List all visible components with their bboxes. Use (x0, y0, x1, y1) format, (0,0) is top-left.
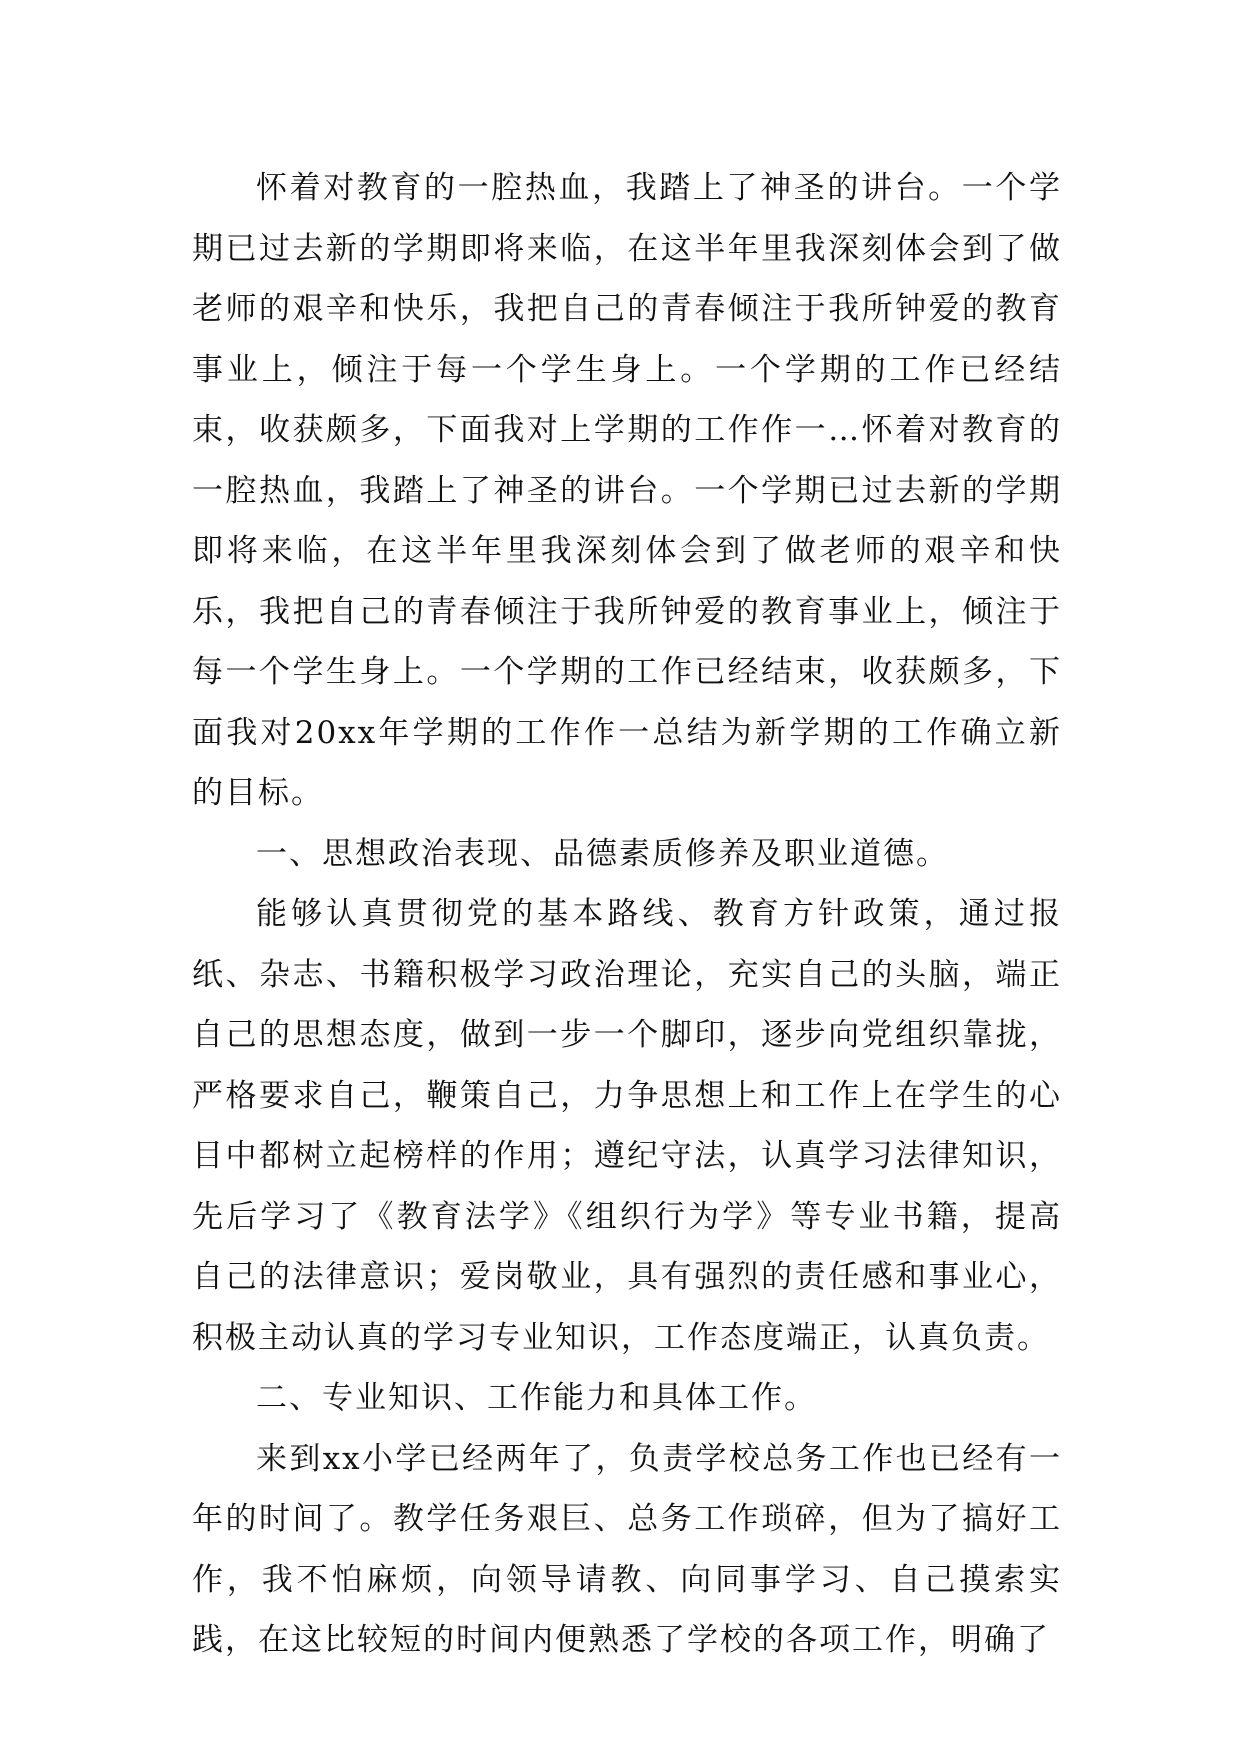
section-heading-1: 一、思想政治表现、品德素质修养及职业道德。 (256, 835, 949, 872)
section-heading-2: 二、专业知识、工作能力和具体工作。 (256, 1380, 817, 1416)
paragraph-section-2: 来到xx小学已经两年了，负责学校总务工作也已经有一年的时间了。教学任务艰巨、总务工作琐碎，但为了搞好工作，我不怕麻烦，向领导请教、向同事学习、自己摸索实践，在这比较短的时间内便熟悉了学校的各项工作，明确了 (192, 1440, 1062, 1658)
paragraph-section-1: 能够认真贯彻党的基本路线、教育方针政策，通过报纸、杂志、书籍积极学习政治理论，充实自己的头脑，端正自己的思想态度，做到一步一个脚印，逐步向党组织靠拢，严格要求自己，鞭策自己，力争思想上和工作上在学生的心目中都树立起榜样的作用；遵纪守法，认真学习法律知识，先后学习了《教育法学》《组织行为学》等专业书籍，提高自己的法律意识；爱岗敬业，具有强烈的责任感和事业心，积极主动认真的学习专业知识，工作态度端正，认真负责。 (192, 896, 1062, 1356)
document-body (192, 158, 1062, 1671)
paragraph-intro: 怀着对教育的一腔热血，我踏上了神圣的讲台。一个学期已过去新的学期即将来临，在这半年里我深刻体会到了做老师的艰辛和快乐，我把自己的青春倾注于我所钟爱的教育事业上，倾注于每一个学生身上。一个学期的工作已经结束，收获颇多，下面我对上学期的工作作一…怀着对教育的一腔热血，我踏上了神圣的讲台。一个学期已过去新的学期即将来临，在这半年里我深刻体会到了做老师的艰辛和快乐，我把自己的青春倾注于我所钟爱的教育事业上，倾注于每一个学生身上。一个学期的工作已经结束，收获颇多，下面我对20xx年学期的工作作一总结为新学期的工作确立新的目标。 (192, 170, 1062, 811)
